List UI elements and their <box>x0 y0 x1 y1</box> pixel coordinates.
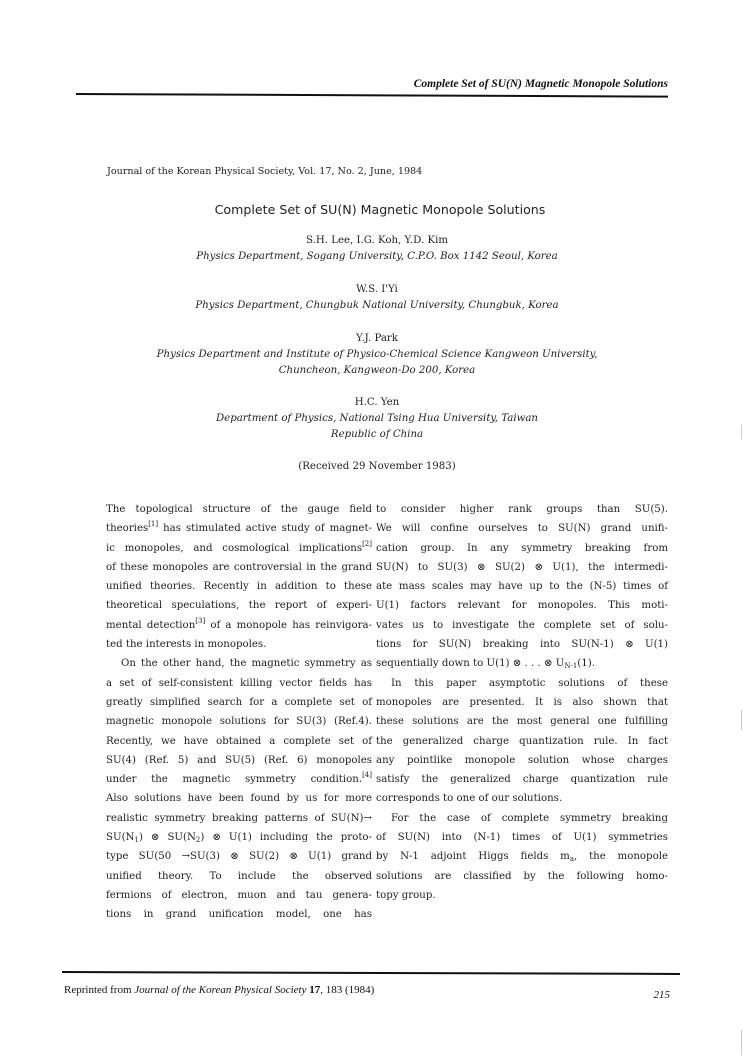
line-text: ) ⊗ SU(N <box>138 832 196 844</box>
reference-superscript: [2] <box>362 539 372 548</box>
body-column-left <box>106 500 372 925</box>
author-names: H.C. Yen <box>354 397 400 408</box>
author-affiliation: Physics Department, Chungbuk National University, Chungbuk, Korea <box>195 300 559 311</box>
text-line <box>106 654 372 673</box>
text-line <box>376 539 668 558</box>
text-line <box>376 635 668 654</box>
text-line <box>106 789 372 808</box>
line-text: theoretical speculations, the report of experi- <box>106 600 372 612</box>
text-line <box>106 616 372 635</box>
line-text: sequentially down to U(1) ⊗ . . . ⊗ U <box>376 658 565 670</box>
author-affiliation: Physics Department, Sogang University, C.P.O. Box 1142 Seoul, Korea <box>196 251 558 262</box>
reprint-prefix: Reprinted from <box>64 984 135 996</box>
line-text: to consider higher rank groups than SU(5). <box>376 504 668 515</box>
text-line <box>376 828 668 847</box>
reference-superscript: [1] <box>148 520 159 529</box>
line-text: fermions of electron, muon and tau genera- <box>106 889 372 901</box>
text-line <box>376 616 668 635</box>
text-line <box>106 905 372 924</box>
text-line <box>106 558 372 577</box>
body-column-right <box>376 500 668 905</box>
text-line <box>106 770 372 789</box>
line-text: magnetic monopole solutions for SU(3) (Ref.4). <box>106 716 372 728</box>
text-line <box>376 712 668 731</box>
author-affiliation: Department of Physics, National Tsing Hua University, Taiwan <box>216 413 538 424</box>
received-date: (Received 29 November 1983) <box>298 461 456 472</box>
line-text: The topological structure of the gauge field <box>106 504 372 515</box>
line-text: unified theories. Recently in addition to these <box>106 581 372 593</box>
line-text: ate mass scales may have up to the (N-5) times of <box>376 581 668 593</box>
line-text: greatly simplified search for a complete set of <box>106 696 372 708</box>
text-line <box>106 828 372 847</box>
text-line <box>376 577 668 596</box>
line-text: topy group. <box>376 889 436 901</box>
text-line <box>376 809 668 828</box>
line-text: type SU(50 →SU(3) ⊗ SU(2) ⊗ U(1) grand <box>106 851 372 863</box>
text-line <box>376 558 668 577</box>
reprint-volume: 17 <box>306 984 321 996</box>
subscript: 1 <box>134 836 139 845</box>
page-number: 215 <box>653 989 670 1001</box>
line-text: ted the interests in monopoles. <box>106 639 267 651</box>
reference-superscript: [3] <box>195 616 206 625</box>
line-text: any pointlike monopole solution whose charges <box>376 754 668 766</box>
line-text: We will confine ourselves to SU(N) grand unifi- <box>376 523 668 535</box>
text-line <box>376 519 668 538</box>
text-line <box>106 712 372 731</box>
text-line <box>106 500 372 519</box>
line-text: SU(4) (Ref. 5) and SU(5) (Ref. 6) monopoles <box>106 754 372 766</box>
reprint-note <box>64 984 374 996</box>
text-line <box>376 596 668 615</box>
line-text: of a monopole has reinvigora- <box>205 619 372 631</box>
text-line <box>106 732 372 751</box>
line-text: SU(N) to SU(3) ⊗ SU(2) ⊗ U(1), the intermedi- <box>376 561 668 573</box>
line-text: SU(N <box>106 832 135 844</box>
line-text: cation group. In any symmetry breaking from <box>376 542 668 554</box>
line-text: theories <box>106 523 149 535</box>
line-text: Also solutions have been found by us for more <box>106 793 372 805</box>
line-text: (1). <box>577 658 595 670</box>
paper-title: Complete Set of SU(N) Magnetic Monopole Solutions <box>214 202 546 217</box>
text-line <box>106 886 372 905</box>
journal-citation: Journal of the Korean Physical Society, Vol. 17, No. 2, June, 1984 <box>107 166 423 177</box>
reprint-rest: , 183 (1984) <box>320 984 375 996</box>
reprint-journal: Journal of the Korean Physical Society <box>134 984 307 996</box>
line-text: For the case of complete symmetry breaking <box>391 812 668 824</box>
text-line <box>106 519 372 538</box>
line-text: mental detection <box>106 619 196 631</box>
line-text: ic monopoles, and cosmological implications <box>106 542 363 554</box>
text-line <box>106 635 372 654</box>
line-text: of SU(N) into (N-1) times of U(1) symmetries <box>376 832 668 844</box>
text-line <box>106 751 372 770</box>
line-text: the generalized charge quantization rule. In fact <box>376 735 668 747</box>
text-line <box>376 886 668 905</box>
text-line <box>106 539 372 558</box>
text-line <box>376 500 668 519</box>
line-text: solutions are classified by the following homo- <box>376 870 668 882</box>
line-text: realistic symmetry breaking patterns of SU(N)→ <box>106 812 372 824</box>
line-text: monopoles are presented. It is also shown that <box>376 696 668 708</box>
line-text: tions for SU(N) breaking into SU(N-1) ⊗ U(1) <box>376 639 668 651</box>
scan-edge-mark <box>741 1030 742 1055</box>
scan-edge-mark <box>741 710 742 730</box>
scan-edge-mark <box>741 425 742 439</box>
line-text: under the magnetic symmetry condition. <box>106 774 363 786</box>
text-line <box>106 867 372 886</box>
author-names: Y.J. Park <box>356 333 398 344</box>
line-text: satisfy the generalized charge quantization rule <box>376 774 668 786</box>
line-text: vates us to investigate the complete set of solu- <box>376 619 668 631</box>
text-line <box>106 577 372 596</box>
line-text: In this paper asymptotic solutions of these <box>391 677 668 689</box>
text-line <box>106 693 372 712</box>
subscript: 2 <box>195 836 201 845</box>
text-line <box>376 867 668 886</box>
line-text: ) ⊗ U(1) including the proto- <box>200 832 372 844</box>
author-affiliation: Chuncheon, Kangweon-Do 200, Korea <box>278 365 476 376</box>
line-text: tions in grand unification model, one has <box>106 909 372 921</box>
text-line <box>106 596 372 615</box>
text-line <box>376 654 668 673</box>
author-names: W.S. I'Yi <box>356 284 398 295</box>
line-text: On the other hand, the magnetic symmetry as <box>121 658 372 670</box>
running-head: Complete Set of SU(N) Magnetic Monopole Solutions <box>413 78 668 90</box>
text-line <box>376 674 668 693</box>
line-text: has stimulated active study of magnet- <box>158 523 372 535</box>
author-affiliation: Republic of China <box>330 429 424 440</box>
footer-rule <box>62 971 680 975</box>
subscript: a <box>569 855 575 864</box>
text-line <box>376 751 668 770</box>
text-line <box>376 847 668 866</box>
line-text: U(1) factors relevant for monopoles. This moti- <box>376 600 668 612</box>
header-rule <box>76 93 668 98</box>
author-names: S.H. Lee, I.G. Koh, Y.D. Kim <box>306 235 448 246</box>
text-line <box>376 789 668 808</box>
line-text: Recently, we have obtained a complete set of <box>106 735 372 747</box>
author-affiliation: Physics Department and Institute of Physico-Chemical Science Kangweon University, <box>156 349 598 360</box>
line-text: a set of self-consistent killing vector fields has <box>106 677 372 689</box>
line-text: corresponds to one of our solutions. <box>376 793 563 805</box>
text-line <box>376 770 668 789</box>
text-line <box>376 732 668 751</box>
text-line <box>106 809 372 828</box>
line-text: these solutions are the most general one fulfilling <box>376 716 668 728</box>
line-text: by N-1 adjoint Higgs fields m <box>376 851 570 863</box>
line-text: , the monopole <box>574 851 668 863</box>
line-text: of these monopoles are controversial in the grand <box>106 561 372 573</box>
text-line <box>106 847 372 866</box>
reference-superscript: [4] <box>362 771 372 780</box>
subscript: N-1 <box>564 662 578 671</box>
line-text: unified theory. To include the observed <box>106 870 372 882</box>
text-line <box>106 674 372 693</box>
text-line <box>376 693 668 712</box>
